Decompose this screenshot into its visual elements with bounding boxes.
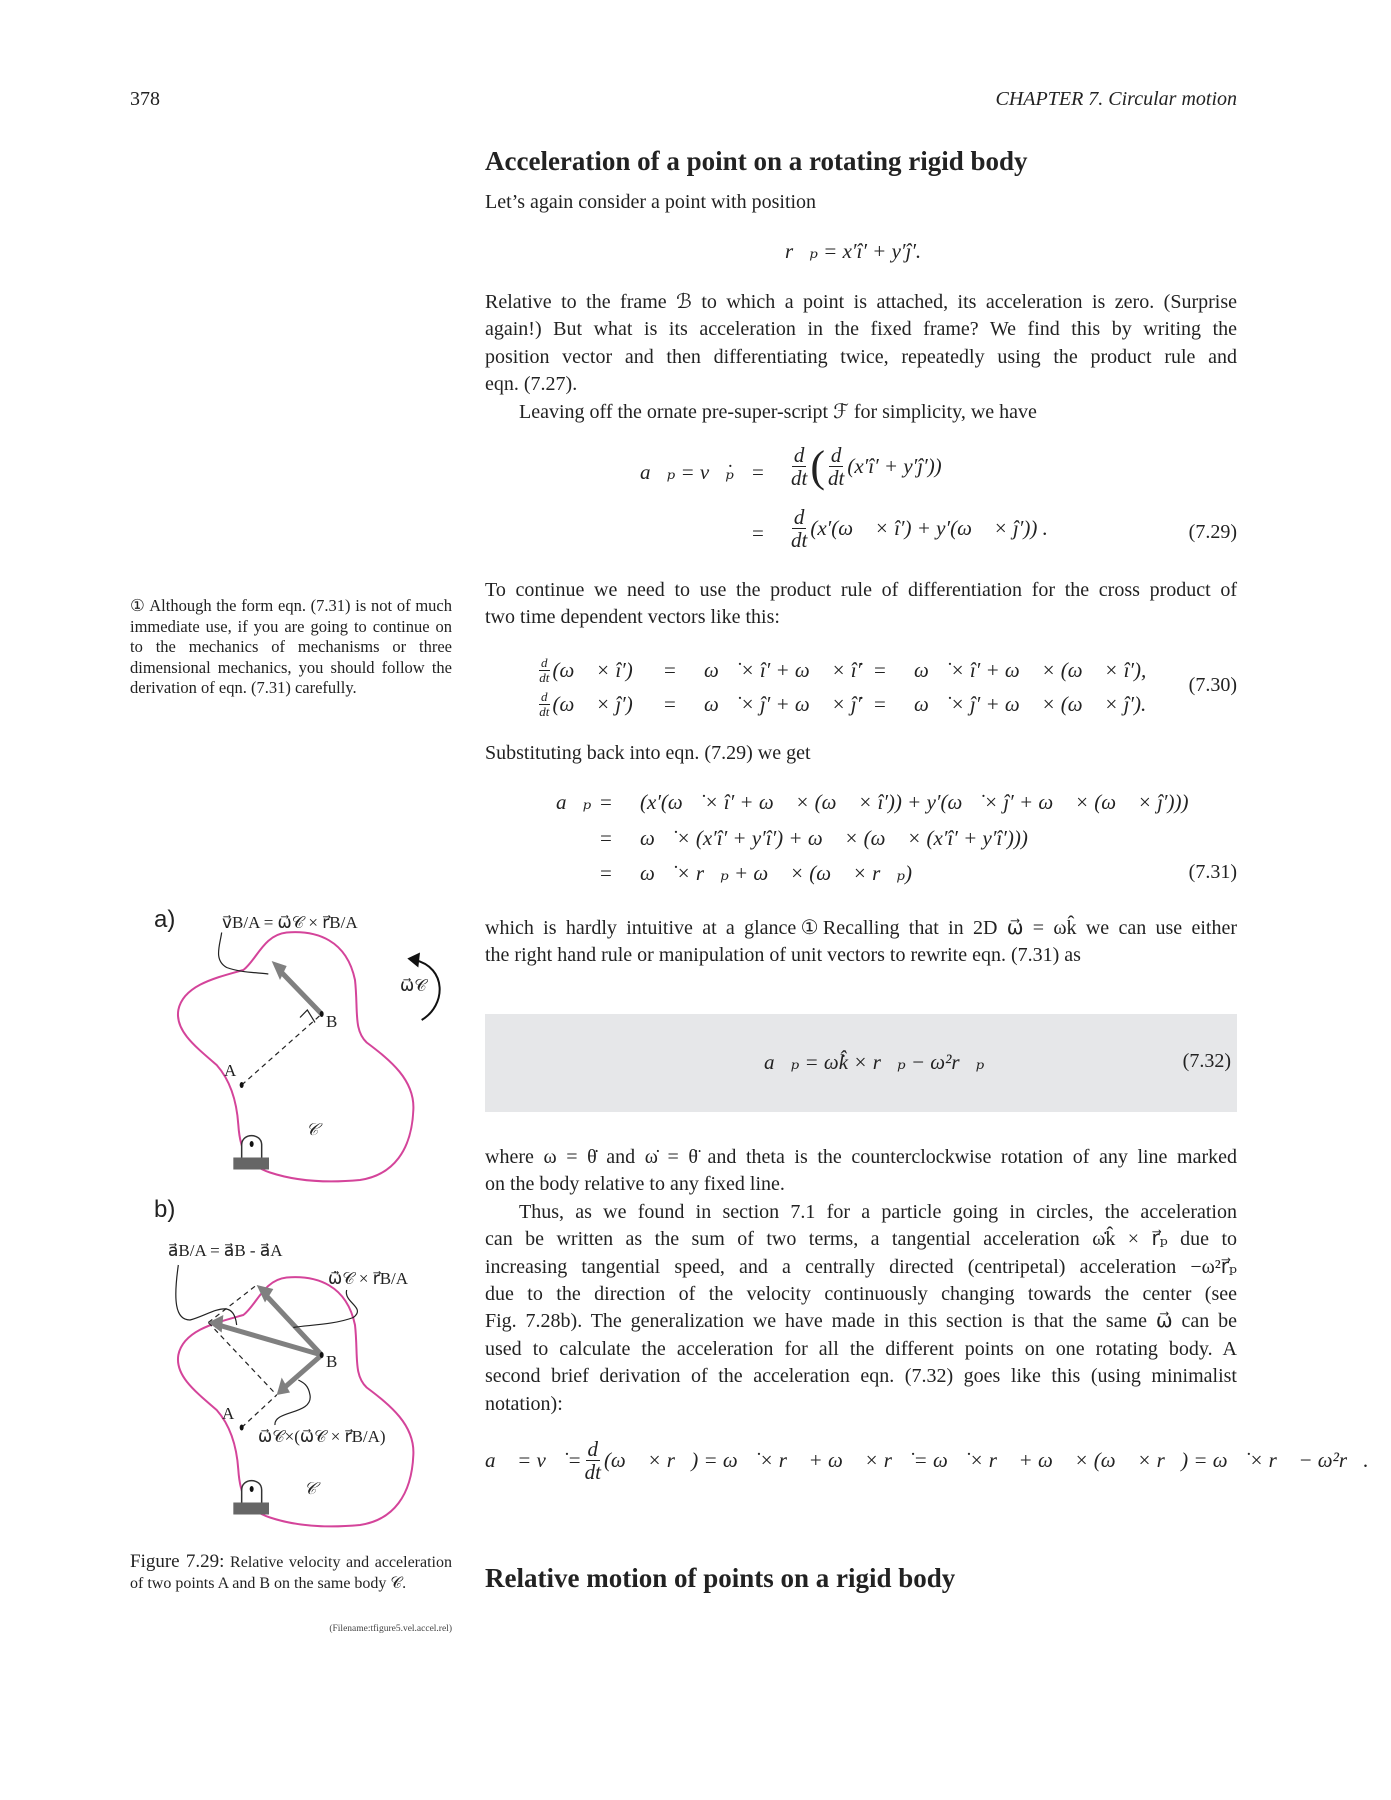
panel-a-body xyxy=(178,932,440,1181)
text-line: can be written as the sum of two terms, a tangential acceleration ω̇k̂ × r⃗ₚ due to xyxy=(485,1228,1237,1251)
equation-label: (7.29) xyxy=(1188,521,1237,543)
velocity-arrow xyxy=(282,973,322,1015)
equation-position: r⃗ₚ = x′î′ + y′ĵ′. xyxy=(785,239,922,263)
paragraph-glance xyxy=(485,915,1237,970)
fraction: $\frac{d}{dt}$ xyxy=(584,1437,601,1485)
eq729-row2: $\frac{d}{dt}$ (x′(ω⃗ × î′) + y′(ω⃗ × ĵ′)) . xyxy=(791,505,1048,553)
text-line: used to calculate the acceleration for all the different points on one rotating body. A xyxy=(485,1337,1237,1360)
eq729-lhs: a⃗ₚ = v⃗̇ₚ xyxy=(640,460,734,484)
figure-caption xyxy=(130,1551,452,1594)
eq730-row2-rhs: ω⃗̇ × ĵ′ + ω⃗ × (ω⃗ × ĵ′). xyxy=(914,692,1147,716)
equals: = xyxy=(600,826,612,850)
body-label: 𝒞 xyxy=(304,1479,317,1498)
section-heading: Acceleration of a point on a rotating rigid body xyxy=(485,146,1028,176)
text-line: To continue we need to use the product rule of differentiation for the cross product of xyxy=(485,579,1237,601)
paragraph-product-rule xyxy=(485,577,1237,632)
eq731-lhs: a⃗ₚ xyxy=(556,790,592,814)
equals: = xyxy=(664,692,676,716)
fraction: $\frac{d}{dt}$ xyxy=(828,443,845,491)
text-line: again!) But what is its acceleration in the fixed frame? We find this by writing the xyxy=(485,318,1237,341)
caption-text: Relative velocity and acceleration of two points A and B on the same body 𝒞. xyxy=(130,1554,452,1592)
text-line: position vector and then differentiating twice, repeatedly using the product rule and xyxy=(485,345,1237,368)
point-b-label: B xyxy=(326,1012,338,1031)
centripetal-label: ω⃗𝒞×(ω⃗𝒞 × r⃗B/A) xyxy=(258,1427,386,1446)
panel-b-body xyxy=(176,1265,414,1526)
text-line: notation): xyxy=(485,1392,563,1415)
fraction: $\frac{d}{dt}$ xyxy=(539,689,550,719)
eq730-row1-rhs: ω⃗̇ × î′ + ω⃗ × (ω⃗ × î′), xyxy=(914,658,1147,682)
velocity-label: v⃗B/A = ω⃗𝒞 × r⃗B/A xyxy=(222,913,358,932)
text-line: Relative to the frame ℬ to which a point is attached, its acceleration is zero. (Surprise xyxy=(485,291,1237,313)
eq729-equals-2: = xyxy=(752,521,764,545)
eq731-row1: (x′(ω⃗̇ × î′ + ω⃗ × (ω⃗ × î′)) + y′(ω⃗̇ × ĵ′ + ω⃗ × (ω⃗ × ĵ′))) xyxy=(640,790,1189,814)
equals: = xyxy=(874,658,886,682)
relative-acceleration-label: a⃗B/A = a⃗B - a⃗A xyxy=(168,1241,283,1260)
text-line: second brief derivation of the acceleration eqn. (7.32) goes like this (using minimalist xyxy=(485,1365,1237,1388)
eq730-row2-mid: ω⃗̇ × ĵ′ + ω⃗ × ĵ̇′ xyxy=(704,692,862,716)
point-a-label: A xyxy=(224,1061,237,1080)
panel-b-label: b) xyxy=(154,1196,176,1223)
eq731-row3: ω⃗̇ × r⃗ₚ + ω⃗ × (ω⃗ × r⃗ₚ) xyxy=(640,861,912,885)
body-label: 𝒞 xyxy=(306,1120,319,1139)
equals: = xyxy=(664,658,676,682)
text-line: Leaving off the ornate pre-super-script ℱ for simplicity, we have xyxy=(519,400,1037,423)
paragraph-where xyxy=(485,1144,1237,1418)
margin-note: ① Although the form eqn. (7.31) is not of much immediate use, if you are going to continue on to the mechanics of mechanisms or three dimensional mechanics, you should follow the derivation of eqn. (7.31) carefully. xyxy=(130,596,452,698)
panel-a-label: a) xyxy=(154,906,176,933)
eq729-equals-1: = xyxy=(752,460,764,484)
equation-label: (7.32) xyxy=(1182,1050,1231,1072)
equals: = xyxy=(874,692,886,716)
page-number: 378 xyxy=(130,88,160,110)
text-line: due to the direction of the velocity continuously changing towards the center (see xyxy=(485,1282,1237,1305)
text-line: Thus, as we found in section 7.1 for a particle going in circles, the acceleration xyxy=(519,1200,1237,1223)
section-heading: Relative motion of points on a rigid body xyxy=(485,1563,956,1593)
equation-minimalist: a⃗ = v⃗̇ = $\frac{d}{dt}$ (ω⃗ × r⃗) = ω⃗̇ × r⃗ + ω⃗ × r⃗̇ = ω⃗̇ × r⃗ + ω⃗ × (ω⃗ × r⃗) = ω⃗̇ × r⃗ − ω²r⃗. xyxy=(485,1437,1369,1485)
substituting-text: Substituting back into eqn. (7.29) we get xyxy=(485,742,811,764)
paragraph-relative-frame xyxy=(485,289,1237,426)
eq731-row2: ω⃗̇ × (x′î′ + y′î′) + ω⃗ × (ω⃗ × (x′î′ + y′î′))) xyxy=(640,826,1028,850)
caption-number: Figure 7.29: xyxy=(130,1551,225,1572)
equals: = xyxy=(600,790,612,814)
text-line: where ω = θ̇ and ω̇ = θ̈ and theta is the counterclockwise rotation of any line marked xyxy=(485,1146,1237,1168)
text-line: the right hand rule or manipulation of unit vectors to rewrite eqn. (7.31) as xyxy=(485,944,1081,967)
running-header: CHAPTER 7. Circular motion xyxy=(995,88,1237,110)
omega-label: ω⃗𝒞 xyxy=(400,976,427,995)
text-line: Fig. 7.28b). The generalization we have made in this section is that the same ω⃗ can be xyxy=(485,1310,1237,1333)
equation-label: (7.30) xyxy=(1188,674,1237,696)
equation-label: (7.31) xyxy=(1188,861,1237,883)
eq730-row2-lhs: $\frac{d}{dt}$ (ω⃗ × ĵ′) xyxy=(539,689,633,719)
tangential-label: ω⃗̇𝒞 × r⃗B/A xyxy=(328,1269,409,1288)
eq730-row1-lhs: $\frac{d}{dt}$ (ω⃗ × î′) xyxy=(539,655,633,685)
equals: = xyxy=(600,861,612,885)
figure-filename: (Filename:tfigure5.vel.accel.rel) xyxy=(329,1624,452,1634)
text-line: eqn. (7.27). xyxy=(485,373,578,396)
centripetal-arrow xyxy=(283,1355,321,1389)
text-line: which is hardly intuitive at a glance①Recalling that in 2D ω⃗ = ωk̂ we can use either xyxy=(485,917,1237,939)
point-b-label: B xyxy=(326,1352,338,1371)
eq730-row1-mid: ω⃗̇ × î′ + ω⃗ × î̇′ xyxy=(704,658,862,682)
eq732-formula: a⃗ₚ = ω̇k̂ × r⃗ₚ − ω²r⃗ₚ xyxy=(764,1050,985,1074)
intro-text: Let’s again consider a point with position xyxy=(485,191,817,213)
text-line: two time dependent vectors like this: xyxy=(485,606,780,629)
fraction: $\frac{d}{dt}$ xyxy=(791,443,808,491)
eq729-row1: $\frac{d}{dt}$ ( $\frac{d}{dt}$ (x′î′ + y′ĵ′)) xyxy=(791,441,942,491)
text-line: increasing tangential speed, and a centrally directed (centripetal) acceleration −ω²r⃗ₚ xyxy=(485,1255,1237,1278)
text-line: on the body relative to any fixed line. xyxy=(485,1173,785,1196)
fraction: $\frac{d}{dt}$ xyxy=(791,505,808,553)
fraction: $\frac{d}{dt}$ xyxy=(539,655,550,685)
point-a-label: A xyxy=(222,1404,235,1423)
